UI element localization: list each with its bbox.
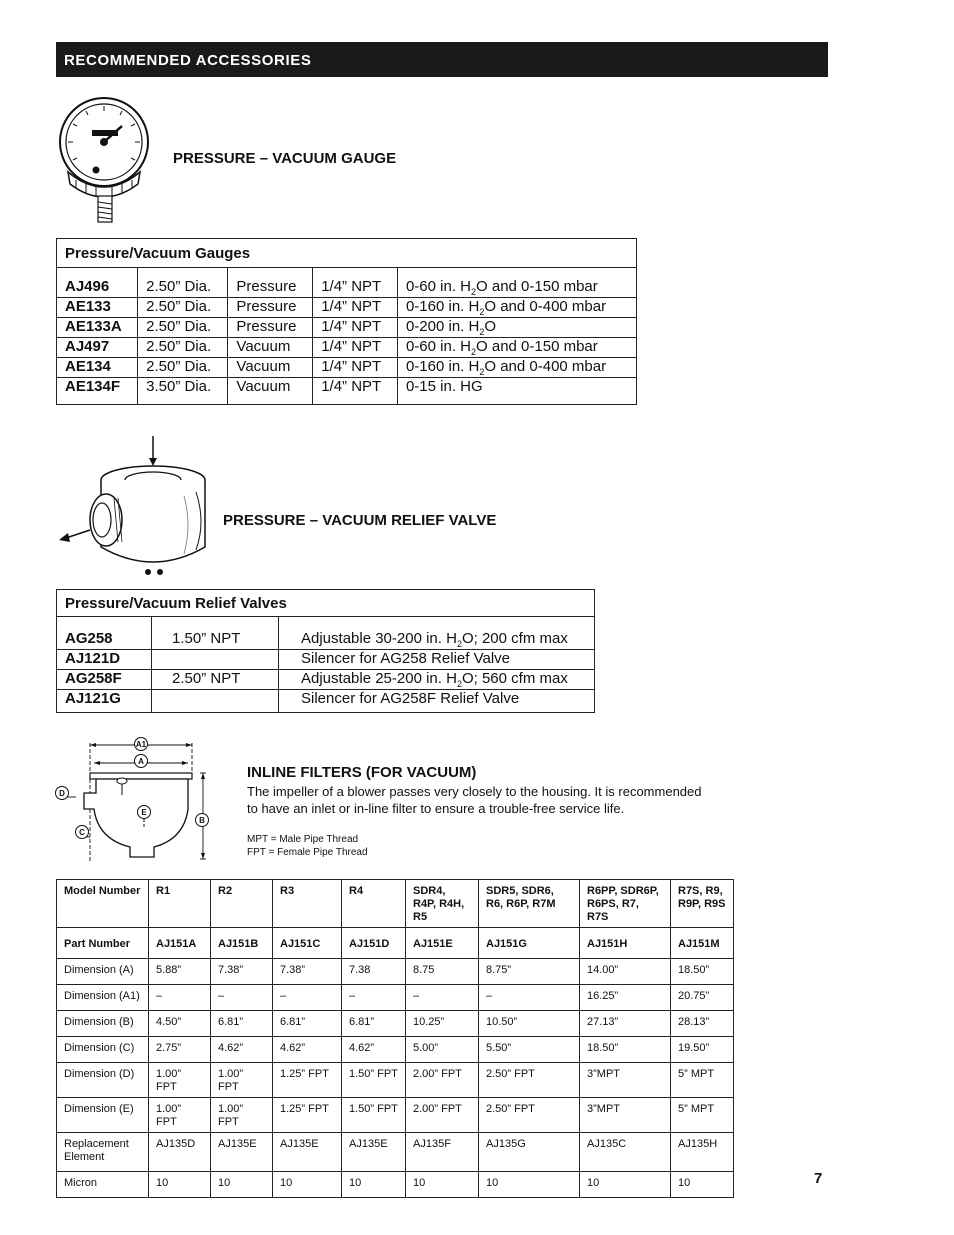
value-cell: 28.13” — [671, 1011, 734, 1037]
value-cell: AJ135D — [149, 1133, 211, 1172]
table-row — [57, 1037, 734, 1063]
table-row — [57, 1172, 734, 1198]
value-cell: 6.81” — [211, 1011, 273, 1037]
part-cell: AJ151D — [342, 928, 406, 959]
part-cell: AJ497 — [57, 338, 138, 358]
value-cell: 1.25” FPT — [273, 1098, 342, 1133]
value-cell: AJ135H — [671, 1133, 734, 1172]
value-cell: 14.00” — [580, 959, 671, 985]
value-cell: 1.00” FPT — [211, 1063, 273, 1098]
page-number: 7 — [814, 1170, 823, 1187]
dia-cell: 2.50” Dia. — [138, 338, 228, 358]
value-cell: 10 — [149, 1172, 211, 1198]
range-cell: 0-60 in. $H_2O$ and 0-150 mbar — [397, 338, 636, 358]
type-cell: Pressure — [228, 298, 313, 318]
value-cell: 27.13” — [580, 1011, 671, 1037]
dia-cell: 2.50” Dia. — [138, 298, 228, 318]
table-row — [57, 378, 637, 405]
dim-label-d: D — [59, 789, 65, 798]
value-cell: 18.50” — [671, 959, 734, 985]
value-cell: 4.62” — [273, 1037, 342, 1063]
value-cell: 8.75 — [406, 959, 479, 985]
inline-filter-diagram — [54, 735, 219, 865]
table-row — [57, 670, 595, 690]
npt-cell: 1/4” NPT — [313, 278, 398, 298]
value-cell: 10 — [273, 1172, 342, 1198]
part-cell: AE133A — [57, 318, 138, 338]
npt-cell: 1/4” NPT — [313, 298, 398, 318]
value-cell: 5” MPT — [671, 1063, 734, 1098]
header-cell: R6PP, SDR6P, R6PS, R7, R7S — [580, 880, 671, 928]
dia-cell: 3.50” Dia. — [138, 378, 228, 405]
filter-description — [247, 783, 767, 817]
npt-cell: 1/4” NPT — [313, 358, 398, 378]
part-cell: AJ151M — [671, 928, 734, 959]
value-cell: 4.62” — [342, 1037, 406, 1063]
spec-cell: Adjustable 25-200 in. $H_2O$; 560 cfm max — [279, 670, 595, 690]
relief-valve-illustration — [56, 432, 211, 580]
value-cell: 5.88” — [149, 959, 211, 985]
npt-cell: 1.50” NPT — [152, 630, 279, 650]
type-cell: Vacuum — [228, 338, 313, 358]
part-cell: AJ121D — [57, 650, 152, 670]
filter-table-body — [57, 959, 734, 1198]
row-label: Replacement Element — [57, 1133, 149, 1172]
value-cell: 10 — [479, 1172, 580, 1198]
range-cell: 0-15 in. HG — [397, 378, 636, 405]
part-cell: AJ121G — [57, 690, 152, 713]
header-cell: R3 — [273, 880, 342, 928]
table-row — [57, 928, 734, 959]
dim-label-a1: A1 — [135, 740, 147, 749]
npt-cell: 1/4” NPT — [313, 378, 398, 405]
dia-cell: 2.50” Dia. — [138, 358, 228, 378]
header-cell: R1 — [149, 880, 211, 928]
header-cell: R4 — [342, 880, 406, 928]
value-cell: 10 — [671, 1172, 734, 1198]
table-row — [57, 1133, 734, 1172]
table-row — [57, 1011, 734, 1037]
value-cell: 1.00” FPT — [149, 1098, 211, 1133]
value-cell: 7.38” — [273, 959, 342, 985]
valves-table-caption: Pressure/Vacuum Relief Valves — [57, 590, 595, 617]
relief-valves-table — [56, 589, 595, 713]
valve-section-title: PRESSURE – VACUUM RELIEF VALVE — [223, 512, 497, 529]
part-cell: AE134 — [57, 358, 138, 378]
header-cell: R2 — [211, 880, 273, 928]
gauges-table-caption: Pressure/Vacuum Gauges — [57, 239, 637, 268]
value-cell: 1.00” FPT — [211, 1098, 273, 1133]
table-row — [57, 1063, 734, 1098]
value-cell: 4.62” — [211, 1037, 273, 1063]
value-cell: 5.00” — [406, 1037, 479, 1063]
row-label: Dimension (C) — [57, 1037, 149, 1063]
value-cell: 18.50” — [580, 1037, 671, 1063]
gauges-table — [56, 238, 637, 405]
table-row — [57, 959, 734, 985]
value-cell: 8.75” — [479, 959, 580, 985]
row-label: Dimension (B) — [57, 1011, 149, 1037]
value-cell: 16.25” — [580, 985, 671, 1011]
value-cell: – — [149, 985, 211, 1011]
table-row — [57, 985, 734, 1011]
value-cell: 3”MPT — [580, 1063, 671, 1098]
part-cell: AJ151A — [149, 928, 211, 959]
type-cell: Pressure — [228, 318, 313, 338]
value-cell: 10 — [406, 1172, 479, 1198]
part-cell: AJ151H — [580, 928, 671, 959]
value-cell: – — [479, 985, 580, 1011]
header-cell: R7S, R9, R9P, R9S — [671, 880, 734, 928]
header-cell: SDR4, R4P, R4H, R5 — [406, 880, 479, 928]
value-cell: 2.00” FPT — [406, 1063, 479, 1098]
dia-cell: 2.50” Dia. — [138, 318, 228, 338]
value-cell: 2.75” — [149, 1037, 211, 1063]
table-row — [57, 278, 637, 298]
note-fpt: FPT = Female Pipe Thread — [247, 847, 368, 858]
value-cell: – — [211, 985, 273, 1011]
note-mpt: MPT = Male Pipe Thread — [247, 834, 359, 845]
value-cell: 4.50” — [149, 1011, 211, 1037]
gauge-section-title: PRESSURE – VACUUM GAUGE — [173, 150, 397, 167]
table-row — [57, 1098, 734, 1133]
npt-cell — [152, 650, 279, 670]
part-cell: AJ151C — [273, 928, 342, 959]
row-label: Dimension (D) — [57, 1063, 149, 1098]
value-cell: 5.50” — [479, 1037, 580, 1063]
value-cell: AJ135E — [273, 1133, 342, 1172]
value-cell: AJ135E — [342, 1133, 406, 1172]
table-row — [57, 690, 595, 713]
table-row — [57, 650, 595, 670]
description-line: to have an inlet or in-line filter to ensure a trouble-free service life. — [247, 801, 625, 816]
row-label: Part Number — [57, 928, 149, 959]
npt-cell: 2.50” NPT — [152, 670, 279, 690]
value-cell: – — [406, 985, 479, 1011]
value-cell: 10.25” — [406, 1011, 479, 1037]
description-line: The impeller of a blower passes very closely to the housing. It is recommended — [247, 784, 702, 799]
spec-cell: Adjustable 30-200 in. $H_2O$; 200 cfm max — [279, 630, 595, 650]
dim-label-e: E — [141, 808, 147, 817]
row-label: Dimension (E) — [57, 1098, 149, 1133]
value-cell: 1.50” FPT — [342, 1098, 406, 1133]
spec-cell: Silencer for AG258F Relief Valve — [279, 690, 595, 713]
value-cell: 2.50” FPT — [479, 1098, 580, 1133]
dim-label-b: B — [199, 816, 205, 825]
part-cell: AG258F — [57, 670, 152, 690]
inline-filters-table — [56, 879, 734, 1198]
value-cell: 7.38” — [211, 959, 273, 985]
value-cell: 2.00” FPT — [406, 1098, 479, 1133]
part-cell: AE134F — [57, 378, 138, 405]
row-label: Micron — [57, 1172, 149, 1198]
value-cell: – — [273, 985, 342, 1011]
dim-label-a: A — [138, 757, 144, 766]
value-cell: AJ135F — [406, 1133, 479, 1172]
range-cell: 0-160 in. $H_2O$ and 0-400 mbar — [397, 298, 636, 318]
value-cell: 10 — [342, 1172, 406, 1198]
value-cell: AJ135G — [479, 1133, 580, 1172]
type-cell: Pressure — [228, 278, 313, 298]
value-cell: 6.81” — [342, 1011, 406, 1037]
dim-label-c: C — [79, 828, 85, 837]
value-cell: AJ135C — [580, 1133, 671, 1172]
part-cell: AE133 — [57, 298, 138, 318]
part-cell: AJ151B — [211, 928, 273, 959]
part-cell: AJ151G — [479, 928, 580, 959]
npt-cell: 1/4” NPT — [313, 318, 398, 338]
value-cell: 1.25” FPT — [273, 1063, 342, 1098]
part-cell: AJ151E — [406, 928, 479, 959]
section-header-bar — [56, 42, 828, 77]
table-row — [57, 318, 637, 338]
row-label: Dimension (A) — [57, 959, 149, 985]
value-cell: – — [342, 985, 406, 1011]
range-cell: 0-60 in. $H_2O$ and 0-150 mbar — [397, 278, 636, 298]
value-cell: 19.50” — [671, 1037, 734, 1063]
filter-section-title: INLINE FILTERS (FOR VACUUM) — [247, 764, 477, 781]
dia-cell: 2.50” Dia. — [138, 278, 228, 298]
value-cell: 3”MPT — [580, 1098, 671, 1133]
value-cell: 10 — [580, 1172, 671, 1198]
spec-cell: Silencer for AG258 Relief Valve — [279, 650, 595, 670]
table-header-row — [57, 880, 734, 928]
value-cell: 1.00” FPT — [149, 1063, 211, 1098]
table-row — [57, 338, 637, 358]
value-cell: 7.38 — [342, 959, 406, 985]
value-cell: AJ135E — [211, 1133, 273, 1172]
table-row — [57, 358, 637, 378]
value-cell: 10.50” — [479, 1011, 580, 1037]
section-header-title: RECOMMENDED ACCESSORIES — [64, 52, 312, 69]
header-cell: SDR5, SDR6, R6, R6P, R7M — [479, 880, 580, 928]
range-cell: 0-160 in. $H_2O$ and 0-400 mbar — [397, 358, 636, 378]
value-cell: 10 — [211, 1172, 273, 1198]
thread-notes — [247, 833, 368, 859]
part-cell: AJ496 — [65, 278, 110, 295]
npt-cell: 1/4” NPT — [313, 338, 398, 358]
header-cell: Model Number — [57, 880, 149, 928]
npt-cell — [152, 690, 279, 713]
value-cell: 6.81” — [273, 1011, 342, 1037]
value-cell: 20.75” — [671, 985, 734, 1011]
table-row — [57, 630, 595, 650]
pressure-gauge-illustration — [56, 92, 156, 227]
range-cell: 0-200 in. $H_2O$ — [397, 318, 636, 338]
type-cell: Vacuum — [228, 358, 313, 378]
part-cell: AG258 — [65, 630, 113, 647]
table-row — [57, 298, 637, 318]
value-cell: 2.50” FPT — [479, 1063, 580, 1098]
value-cell: 1.50” FPT — [342, 1063, 406, 1098]
row-label: Dimension (A1) — [57, 985, 149, 1011]
value-cell: 5” MPT — [671, 1098, 734, 1133]
type-cell: Vacuum — [228, 378, 313, 405]
